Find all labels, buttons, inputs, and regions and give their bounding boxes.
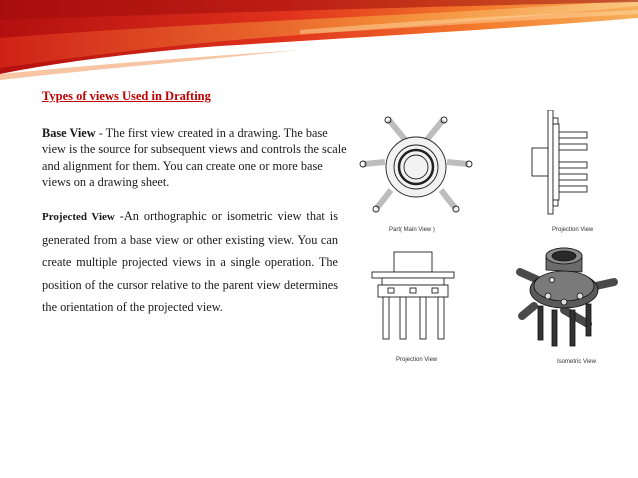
base-view-term: Base View (42, 126, 96, 140)
caption-projection-right: Projection View (552, 227, 594, 233)
projected-view-term: Projected View (42, 211, 115, 223)
projected-view-paragraph (42, 205, 338, 319)
isometric-view-drawing (520, 248, 614, 346)
projection-view-right-drawing (532, 110, 587, 214)
main-view-drawing (360, 117, 472, 212)
base-view-text: The first view created in a drawing. The base view is the source for subsequent views and controls the scale and alignment for them. You can create one or more base views on a drawing sheet. (42, 126, 347, 190)
decorative-banner (0, 0, 638, 80)
slide-heading: Types of views Used in Drafting (42, 89, 211, 103)
base-view-separator: - (95, 126, 106, 140)
base-view-paragraph (42, 125, 347, 191)
caption-isometric: Isometric View (557, 359, 596, 365)
caption-projection-bottom: Projection View (396, 357, 438, 363)
projected-view-separator: - (114, 209, 124, 223)
caption-main-view: Part( Main View ) (389, 227, 435, 233)
drafting-views-figure (352, 110, 622, 370)
projected-view-text: An orthographic or isometric view that is generated from a base view or other existing view. You can create multiple projected views in a single operation. The position of the cursor relative to the parent view determines the orientation of the projected view. (42, 209, 338, 315)
projection-view-bottom-drawing (372, 252, 454, 339)
